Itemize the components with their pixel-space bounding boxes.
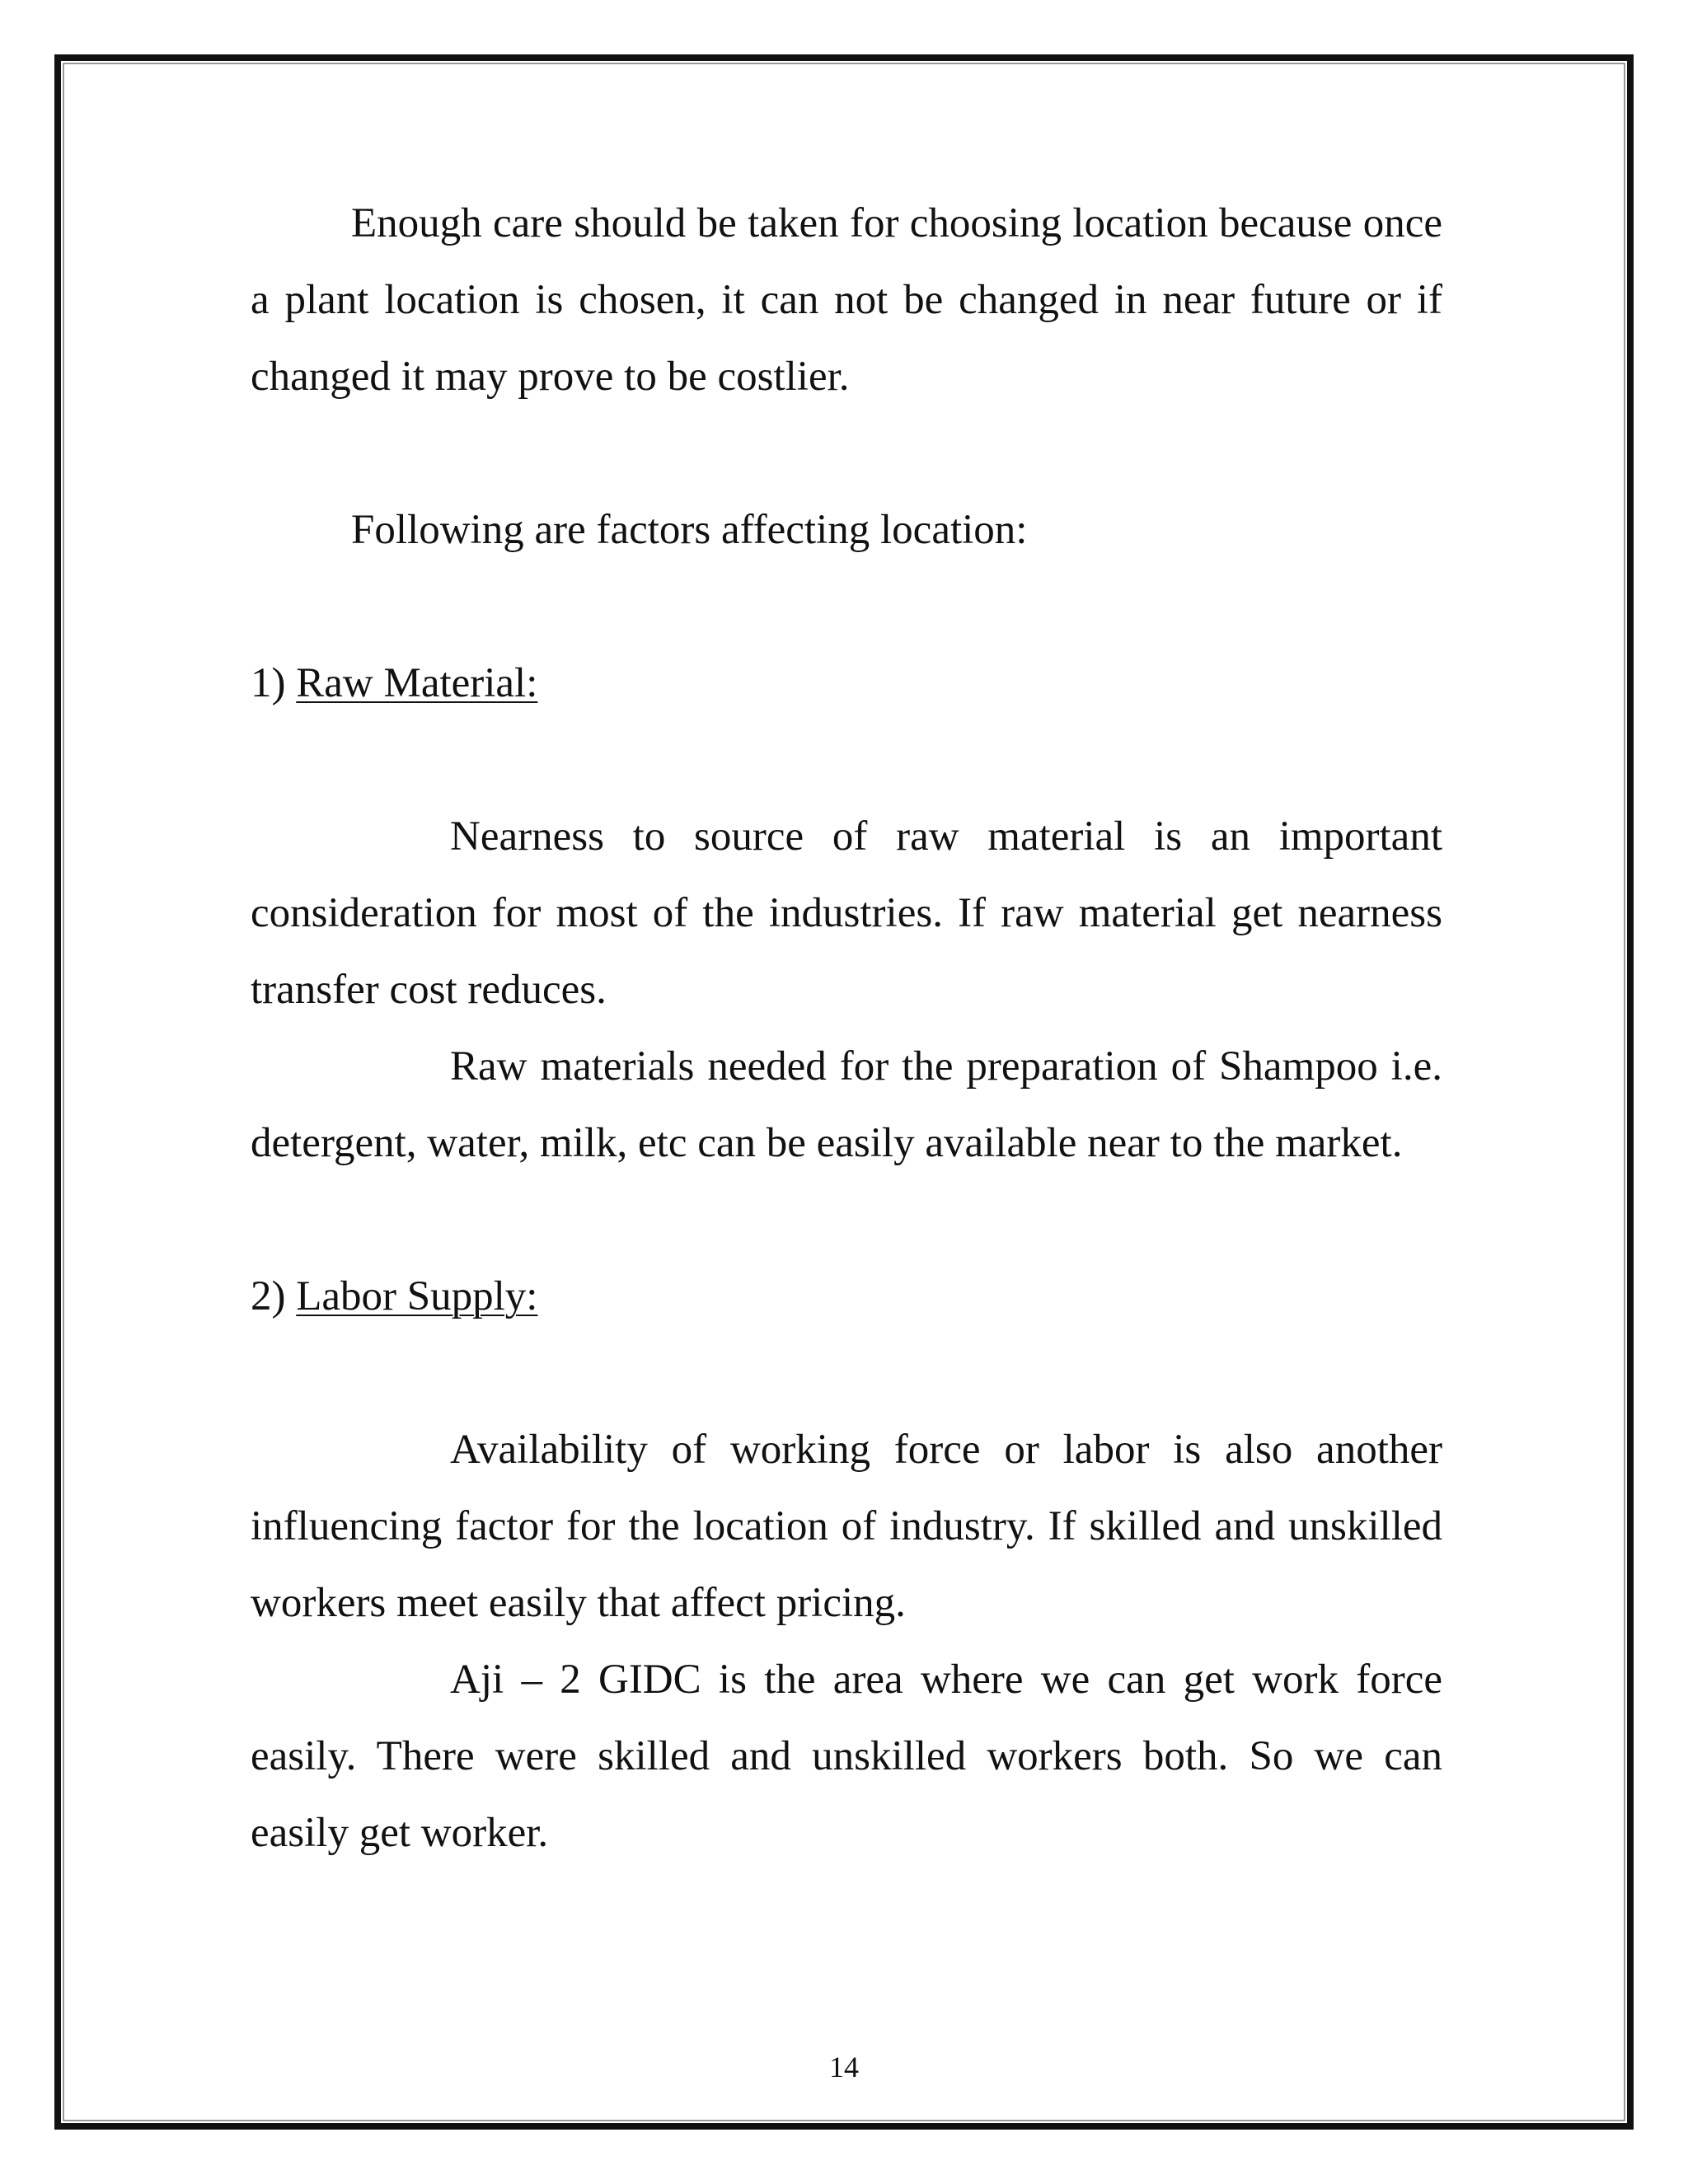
page-number: 14 [829, 2050, 859, 2083]
section-number: 2) [251, 1273, 297, 1319]
raw-material-paragraph: Raw materials needed for the preparation of Shampoo i.e. detergent, water, milk, etc can be easily available near to the market. [251, 1043, 1442, 1166]
page-content [251, 185, 1442, 1872]
section-title: Raw Material: [296, 660, 538, 706]
section-number: 1) [251, 660, 297, 706]
spacer [251, 722, 1442, 799]
section-title: Labor Supply: [296, 1273, 538, 1319]
spacer [251, 1182, 1442, 1258]
labor-supply-paragraph: Availability of working force or labor is also another influencing factor for the location of industry. If skilled and unskilled workers meet easily that affect pricing. [251, 1427, 1442, 1626]
raw-material-paragraph: Nearness to source of raw material is an important consideration for most of the industries. If raw material get nearness transfer cost reduces. [251, 813, 1442, 1013]
factors-intro-paragraph: Following are factors affecting location: [351, 507, 1028, 553]
spacer [251, 415, 1442, 492]
section-heading-raw-material [251, 645, 1442, 722]
intro-paragraph: Enough care should be taken for choosing location because once a plant location is chosen, it can not be changed in near future or if changed it may prove to be costlier. [251, 200, 1442, 400]
section-heading-labor-supply [251, 1258, 1442, 1335]
labor-supply-paragraph: Aji – 2 GIDC is the area where we can get work force easily. There were skilled and unskilled workers both. So we can easily get worker. [251, 1657, 1442, 1856]
spacer [251, 569, 1442, 645]
spacer [251, 1335, 1442, 1412]
